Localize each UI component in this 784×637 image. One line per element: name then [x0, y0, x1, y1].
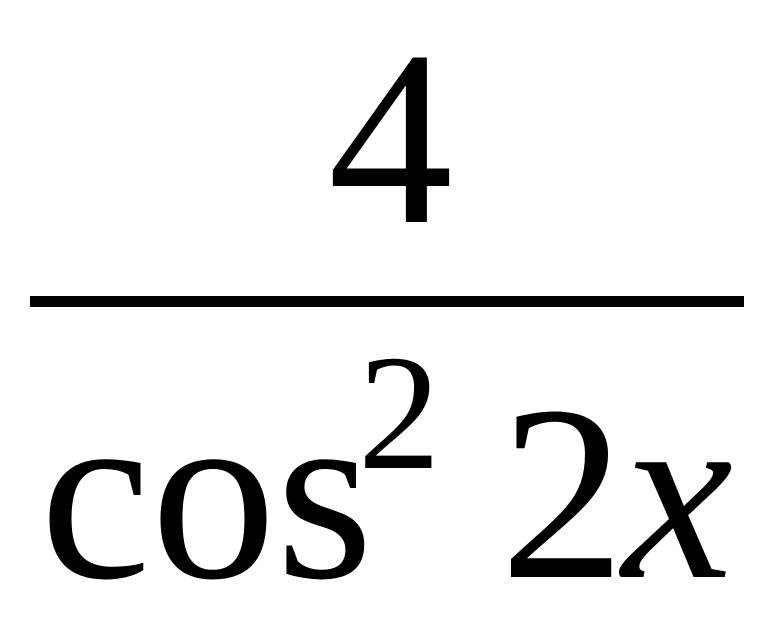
cosine-function: cos	[40, 355, 374, 632]
numerator: 4	[328, 0, 453, 277]
variable: x	[622, 355, 733, 632]
coefficient: 2	[500, 355, 625, 632]
exponent: 2	[358, 321, 441, 504]
